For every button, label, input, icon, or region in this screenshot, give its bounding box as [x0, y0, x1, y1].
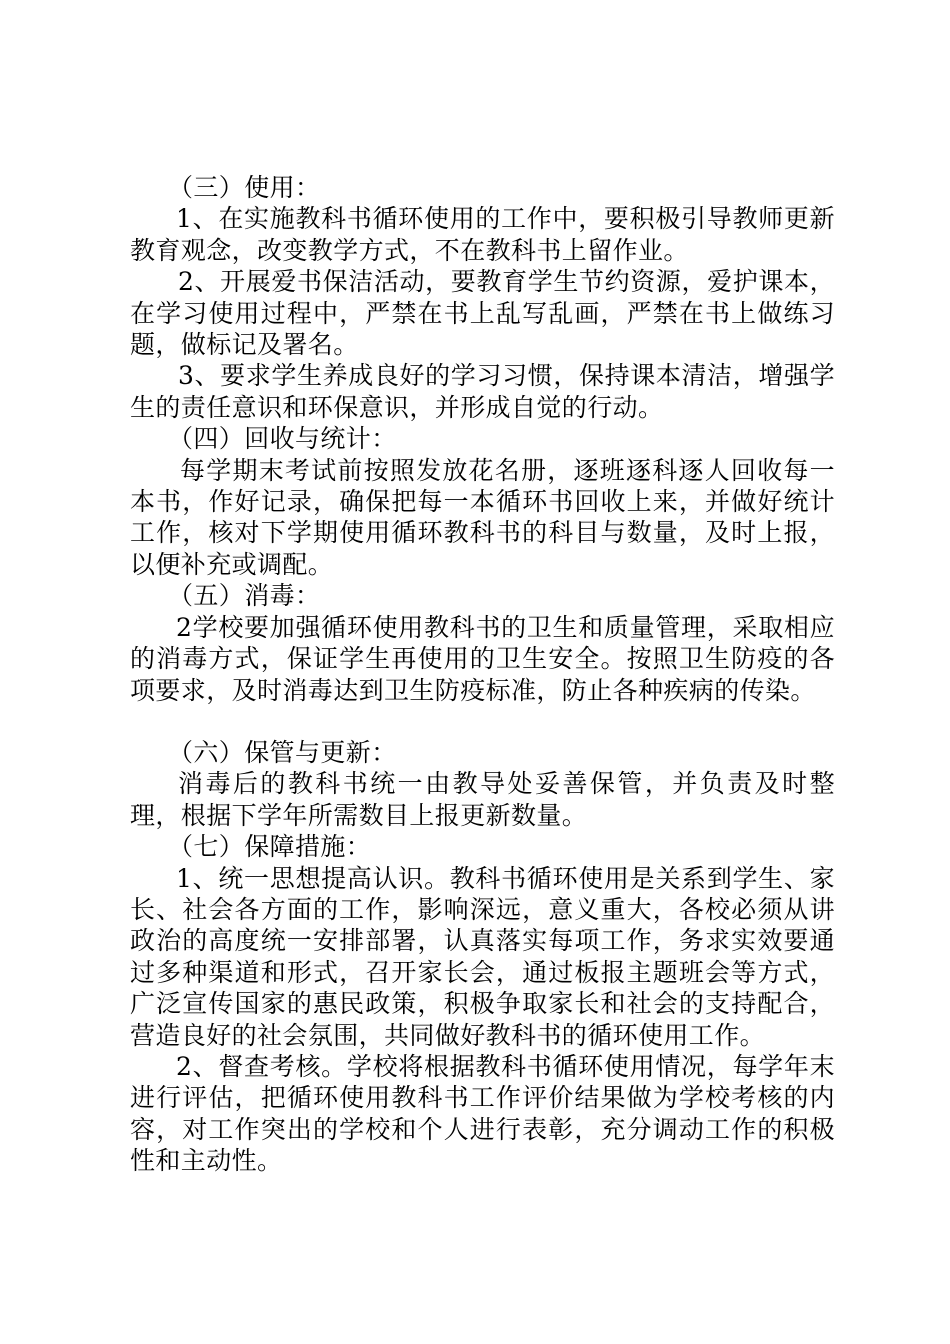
paragraph: 1、统一思想提高认识。教科书循环使用是关系到学生、家长、社会各方面的工作，影响深远，意义重大，各校必须从讲政治的高度统一安排部署，认真落实每项工作，务求实效要通过多种渠道和形式，召开家长会，通过板报主题班会等方式，广泛宣传国家的惠民政策，积极争取家长和社会的支持配合，营造良好的社会氛围，共同做好教科书的循环使用工作。 — [130, 863, 835, 1050]
section-heading-use: （三）使用： — [168, 173, 321, 202]
document-page — [130, 172, 835, 1177]
section-heading-storage: （六）保管与更新： — [168, 737, 397, 767]
section-heading-collection: （四）回收与统计： — [168, 424, 397, 454]
paragraph: 消毒后的教科书统一由教导处妥善保管，并负责及时整理，根据下学年所需数目上报更新数量。 — [130, 769, 835, 830]
paragraph: 1、在实施教科书循环使用的工作中，要积极引导教师更新教育观念，改变教学方式，不在教科书上留作业。 — [130, 204, 835, 265]
section-heading-measures: （七）保障措施： — [168, 832, 372, 862]
paragraph: 2、开展爱书保洁活动，要教育学生节约资源，爱护课本，在学习使用过程中，严禁在书上乱写乱画，严禁在书上做练习题，做标记及署名。 — [130, 267, 835, 360]
paragraph: 2学校要加强循环使用教科书的卫生和质量管理，采取相应的消毒方式，保证学生再使用的卫生安全。按照卫生防疫的各项要求，及时消毒达到卫生防疫标准，防止各种疾病的传染。 — [130, 612, 835, 705]
section-heading-disinfection: （五）消毒： — [168, 581, 321, 611]
paragraph: 每学期末考试前按照发放花名册，逐班逐科逐人回收每一本书，作好记录，确保把每一本循环书回收上来，并做好统计工作，核对下学期使用循环教科书的科目与数量，及时上报，以便补充或调配。 — [130, 455, 835, 579]
blank-line — [130, 706, 835, 737]
paragraph: 2、督查考核。学校将根据教科书循环使用情况，每学年末进行评估，把循环使用教科书工作评价结果做为学校考核的内容，对工作突出的学校和个人进行表彰，充分调动工作的积极性和主动性。 — [130, 1051, 835, 1176]
paragraph: 3、要求学生养成良好的学习习惯，保持课本清洁，增强学生的责任意识和环保意识，并形成自觉的行动。 — [130, 361, 835, 422]
